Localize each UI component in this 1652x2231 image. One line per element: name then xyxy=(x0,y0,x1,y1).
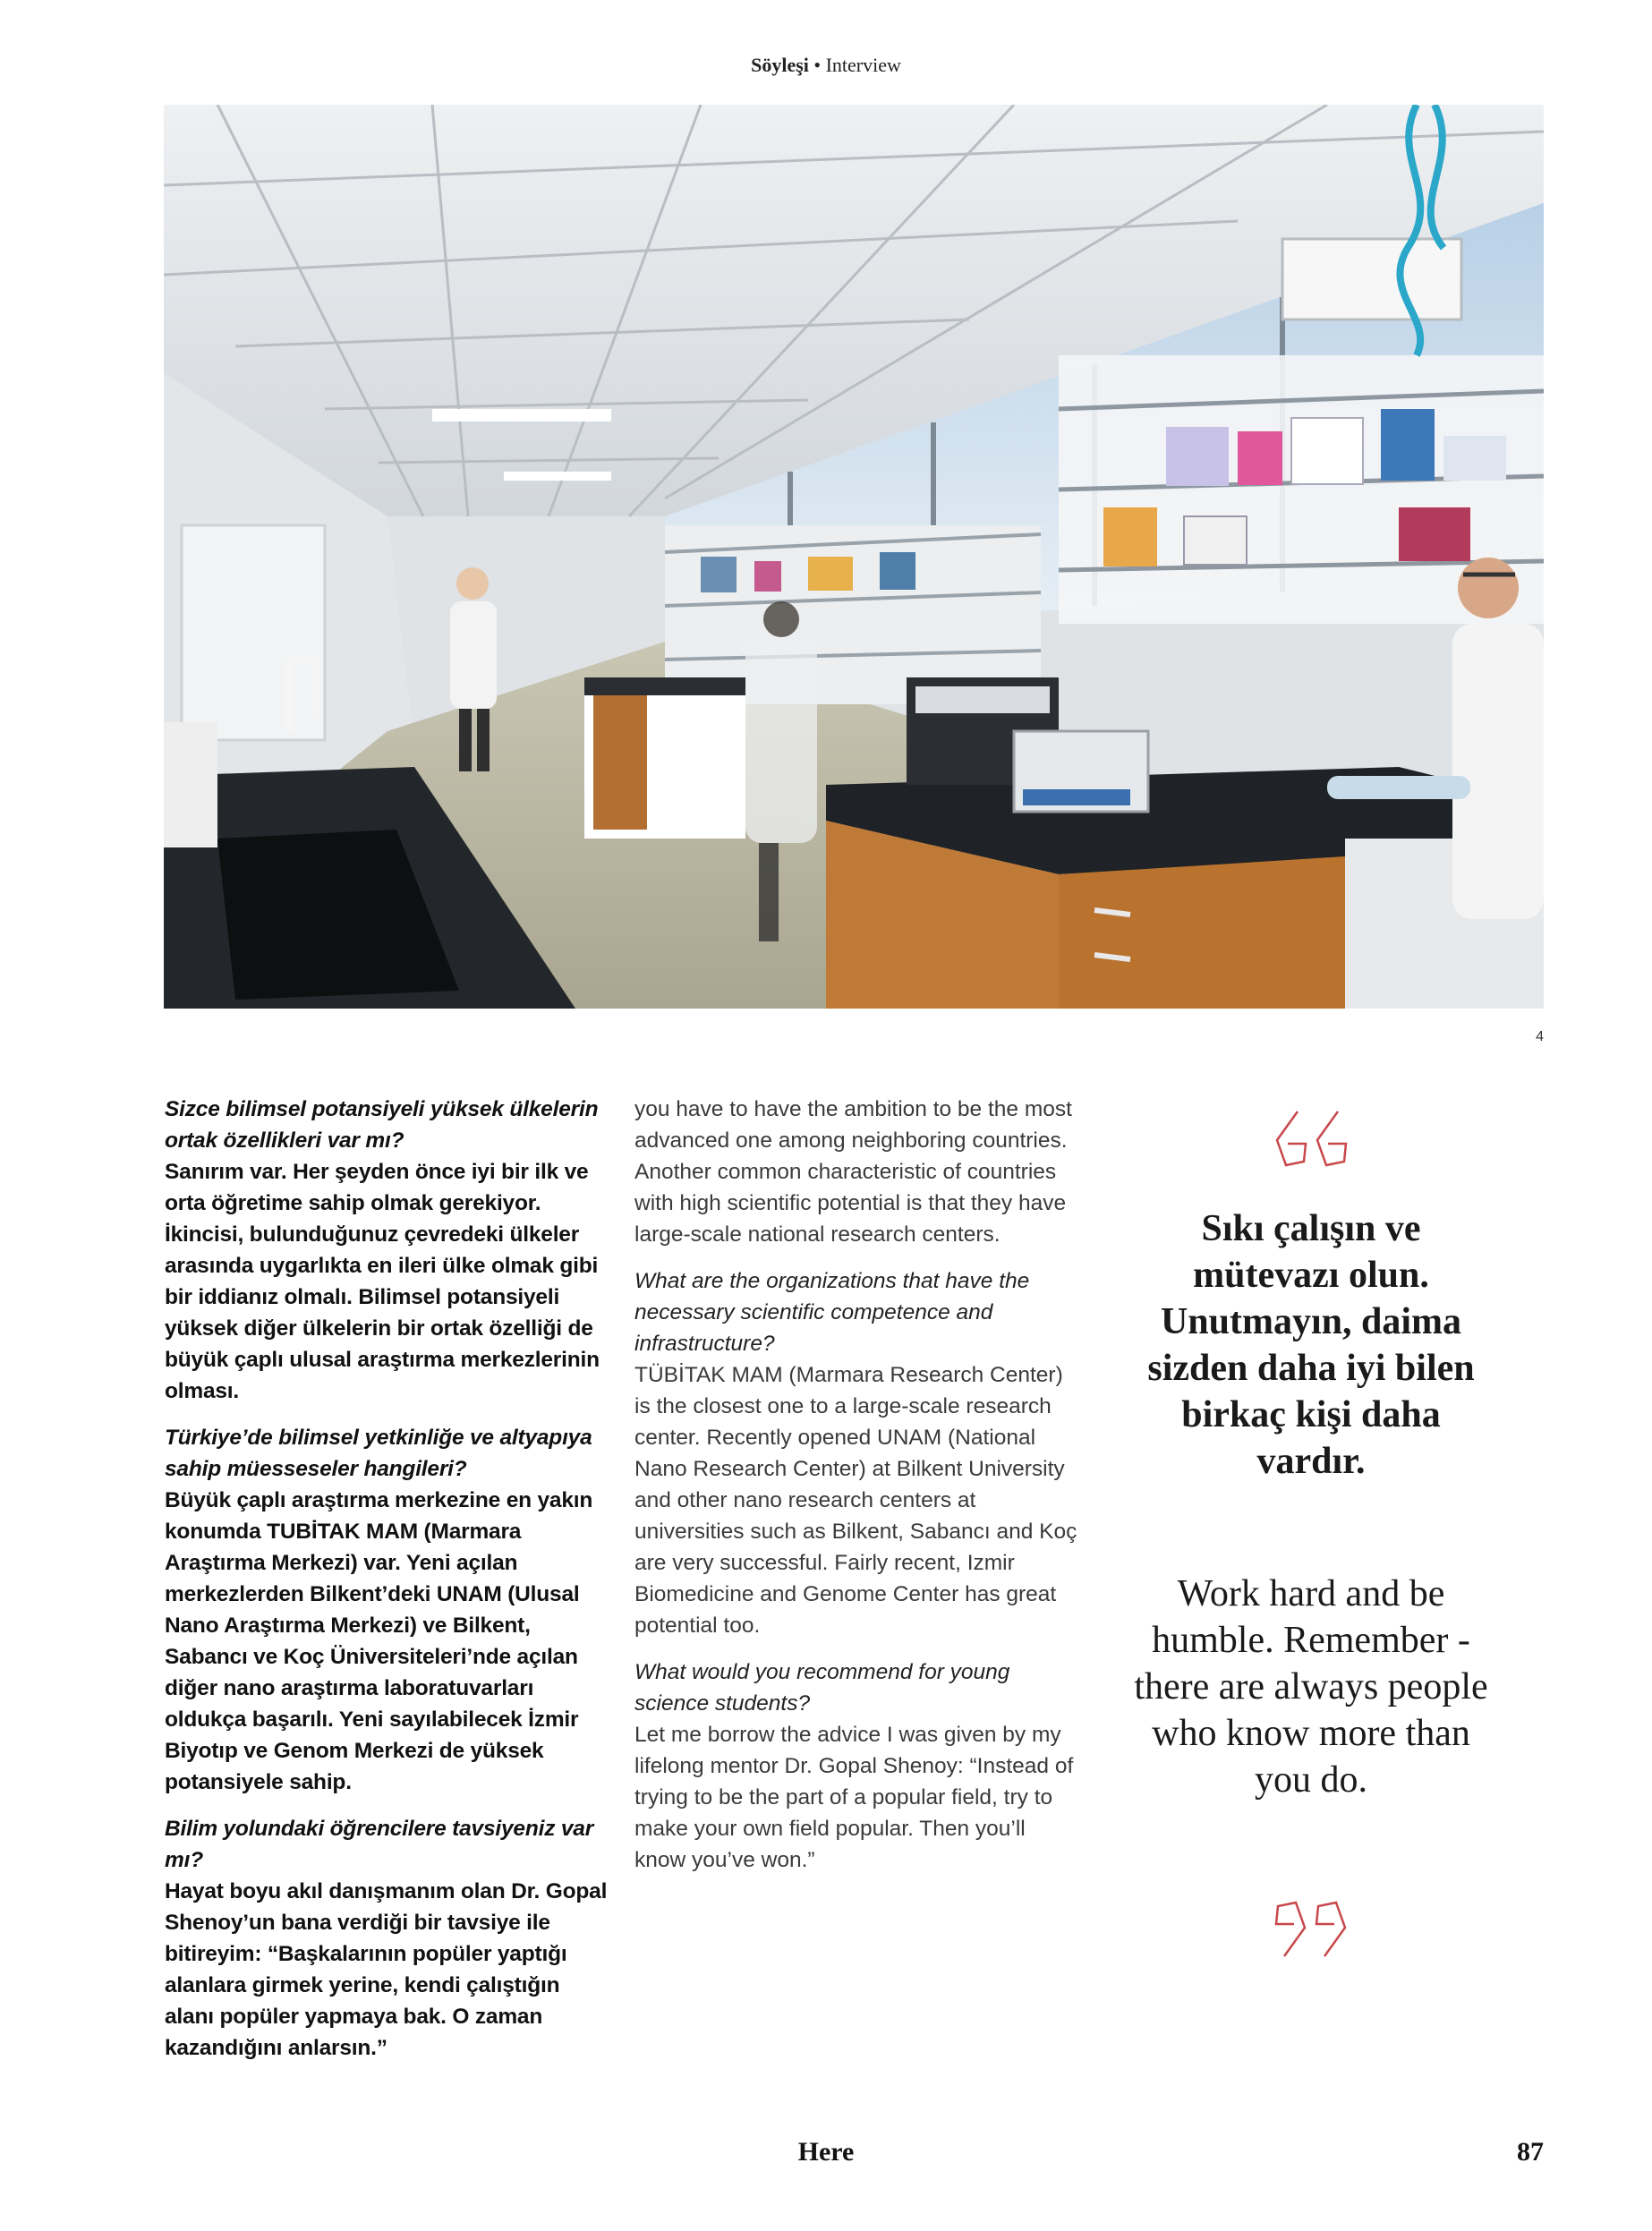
section-separator: • xyxy=(808,54,826,76)
answer-en: Let me borrow the advice I was given by my lifelong mentor Dr. Gopal Shenoy: “Instead of trying to be the part of a popular field, try to make your own field popular. Then you’ll know you’ve won.” xyxy=(634,1723,1074,1872)
english-column xyxy=(634,1094,1082,1891)
close-quote-icon xyxy=(1266,1897,1356,1960)
section-label-en: Interview xyxy=(825,54,901,76)
question-tr: Sizce bilimsel potansiyeli yüksek ülkelerin ortak özellikleri var mı? xyxy=(165,1097,599,1153)
pull-quote-tr: Sıkı çalışın ve mütevazı olun. Unutmayın, daima sizden daha iyi bilen birkaç kişi daha vardır. xyxy=(1147,1208,1475,1482)
qa-block-tr xyxy=(165,1422,612,1798)
answer-en: TÜBİTAK MAM (Marmara Research Center) is the closest one to a large-scale research center. Recently opened UNAM (National Nano Research Center) at Bilkent University and other nano research centers at universities such as Bilkent, Sabancı and Koç are very successful. Fairly recent, Izmir Biomedicine and Genome Center has great potential too. xyxy=(634,1363,1077,1638)
question-tr: Türkiye’de bilimsel yetkinliğe ve altyapıya sahip müesseseler hangileri? xyxy=(165,1426,592,1481)
page-number: 87 xyxy=(1517,2137,1544,2167)
open-quote-icon xyxy=(1266,1108,1356,1171)
section-header xyxy=(0,54,1652,77)
qa-block-en xyxy=(634,1656,1082,1876)
section-label-tr: Söyleşi xyxy=(751,54,809,76)
question-tr: Bilim yolundaki öğrencilere tavsiyeniz var mı? xyxy=(165,1817,594,1872)
qa-block-en xyxy=(634,1265,1082,1641)
answer-tr: Büyük çaplı araştırma merkezine en yakın konumda TUBİTAK MAM (Marmara Araştırma Merkezi) var. Yeni açılan merkezlerden Bilkent’deki UNAM (Ulusal Nano Araştırma Merkezi) ve Bilkent, Sabancı ve Koç Üniversiteleri’nde açılan diğer nano araştırma laboratuvarları oldukça başarılı. Yeni sayılabilecek İzmir Biyotıp ve Genom Merkezi de yüksek potansiyele sahip. xyxy=(165,1488,593,1794)
photo-number: 4 xyxy=(1536,1029,1544,1044)
magazine-title: Here xyxy=(797,2137,855,2167)
qa-block-tr xyxy=(165,1813,612,2064)
turkish-column xyxy=(165,1094,612,2079)
qa-block-tr xyxy=(165,1094,612,1407)
answer-tr: Sanırım var. Her şeyden önce iyi bir ilk ve orta öğretime sahip olmak gerekiyor. İkincisi, bulunduğunuz çevredeki ülkeler arasında uygarlıkta en ileri ülke olmak gibi bir iddianız olmalı. Bilimsel potansiyeli yüksek diğer ülkelerin bir ortak özelliği de büyük çaplı ulusal araştırma merkezlerinin olması. xyxy=(165,1160,600,1403)
question-en: What would you recommend for young science students? xyxy=(634,1660,1010,1716)
pull-quote-en: Work hard and be humble. Remember -there are always people who know more than you do. xyxy=(1134,1573,1488,1801)
lab-photo xyxy=(164,105,1544,1009)
question-en: What are the organizations that have the necessary scientific competence and infrastructure? xyxy=(634,1269,1030,1356)
english-lead-paragraph: you have to have the ambition to be the most advanced one among neighboring countries. Another common characteristic of countries with high scientific potential is that they have large-scale national research centers. xyxy=(634,1097,1072,1247)
answer-tr: Hayat boyu akıl danışmanım olan Dr. Gopal Shenoy’un bana verdiği bir tavsiye ile bitireyim: “Başkalarının popüler yaptığı alanlara girmek yerine, kendi çalıştığın alanı popüler yapmaya bak. O zaman kazandığını anlarsın.” xyxy=(165,1879,608,2060)
